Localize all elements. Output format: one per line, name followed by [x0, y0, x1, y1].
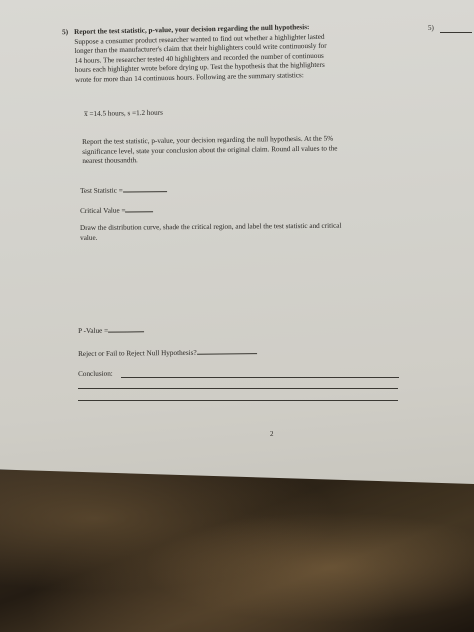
reject-decision-blank — [197, 346, 257, 355]
corner-answer-line — [440, 32, 472, 33]
test-statistic-field — [80, 184, 167, 197]
conclusion-line-3 — [78, 400, 398, 401]
draw-distribution-instruction: Draw the distribution curve, shade the critical region, and label the test statistic and critical value. — [80, 221, 342, 242]
question-number: 5) — [62, 28, 69, 37]
conclusion-field — [78, 370, 113, 380]
conclusion-line-2 — [78, 388, 398, 389]
conclusion-line-1 — [121, 377, 399, 378]
page-number: 2 — [270, 430, 274, 438]
question-heading-text: Report the test statistic, p-value, your decision regarding the null hypothesis: — [74, 23, 310, 36]
test-statistic-blank — [123, 184, 167, 192]
p-value-blank — [108, 324, 144, 332]
question-instructions: Report the test statistic, p-value, your decision regarding the null hypothesis. At the 5% significance level, state your conclusion about the original claim. Round all values to the nearest thousandth. — [82, 134, 338, 166]
conclusion-label: Conclusion: — [78, 369, 113, 378]
test-statistic-label: Test Statistic = — [80, 186, 123, 195]
p-value-label: P -Value = — [78, 326, 109, 335]
critical-value-label: Critical Value = — [80, 206, 126, 215]
summary-statistics: x̅ =14.5 hours, s =1.2 hours — [84, 108, 163, 118]
reject-decision-field — [78, 346, 257, 359]
reject-decision-label: Reject or Fail to Reject Null Hypothesis? — [78, 348, 197, 358]
countertop-background — [0, 470, 474, 632]
question-block — [62, 21, 415, 86]
critical-value-blank — [125, 204, 153, 212]
corner-question-number: 5) — [428, 24, 434, 32]
question-body: Suppose a consumer product researcher wanted to find out whether a highlighter lasted longer than the manufacturer's claim that their highlighters could write continuously for 14 hours. The researcher tested 40 highlighters and recorded the number of continuous hours each highlighter wrote before drying up. Test the hypothesis that the highlighters wrote for more than 14 continuous hours. Following are the summary statistics: — [74, 32, 327, 84]
critical-value-field — [80, 204, 154, 216]
p-value-field — [78, 324, 144, 336]
